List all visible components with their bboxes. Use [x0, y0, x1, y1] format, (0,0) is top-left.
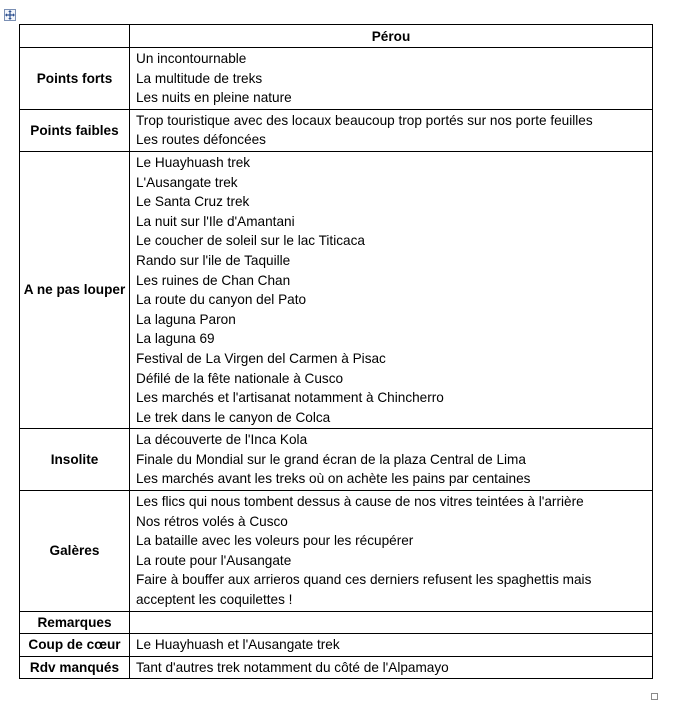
row-label: Rdv manqués: [20, 656, 130, 679]
row-content: [130, 109, 653, 151]
table-resize-handle-icon[interactable]: [651, 693, 658, 700]
table-move-handle-icon[interactable]: [4, 9, 16, 21]
list-item: Trop touristique avec des locaux beaucoup trop portés sur nos porte feuilles: [136, 112, 593, 128]
row-label: Points forts: [20, 48, 130, 110]
list-item: La route pour l'Ausangate: [136, 552, 292, 568]
table-row-galeres: [20, 491, 653, 612]
list-item: Le trek dans le canyon de Colca: [136, 409, 331, 425]
table-header-row: [20, 25, 653, 48]
row-content: [130, 634, 653, 657]
list-item: Festival de La Virgen del Carmen à Pisac: [136, 350, 386, 366]
list-item: Les nuits en pleine nature: [136, 90, 292, 106]
list-item: Le coucher de soleil sur le lac Titicaca: [136, 233, 365, 249]
table-row-rdv-manques: [20, 656, 653, 679]
list-item: Les flics qui nous tombent dessus à cause de nos vitres teintées à l'arrière: [136, 494, 584, 510]
list-item: Les ruines de Chan Chan: [136, 272, 291, 288]
list-item: La laguna Paron: [136, 311, 236, 327]
country-header: Pérou: [130, 25, 653, 48]
list-item: Les marchés avant les treks où on achète les pains par centaines: [136, 471, 531, 487]
list-item: La nuit sur l'Ile d'Amantani: [136, 213, 295, 229]
list-item: La découverte de l'Inca Kola: [136, 432, 308, 448]
row-content: [130, 656, 653, 679]
list-item: Un incontournable: [136, 51, 247, 66]
row-content: [130, 48, 653, 110]
list-item: acceptent les coquilettes !: [136, 592, 293, 608]
list-item: Le Huayhuash et l'Ausangate trek: [136, 637, 340, 653]
row-content: [130, 151, 653, 428]
list-item: Les routes défoncées: [136, 132, 266, 148]
list-item: La route du canyon del Pato: [136, 292, 307, 308]
table-row-points-faibles: [20, 109, 653, 151]
list-item: Faire à bouffer aux arrieros quand ces derniers refusent les spaghettis mais: [136, 572, 592, 588]
row-content: [130, 429, 653, 491]
table-row-insolite: [20, 429, 653, 491]
list-item: La bataille avec les voleurs pour les récupérer: [136, 533, 414, 549]
row-content: [130, 491, 653, 612]
list-item: Nos rétros volés à Cusco: [136, 513, 288, 529]
list-item: Tant d'autres trek notamment du côté de l'Alpamayo: [136, 659, 449, 675]
table-row-a-ne-pas-louper: [20, 151, 653, 428]
list-item: Les marchés et l'artisanat notamment à Chincherro: [136, 390, 444, 406]
table-row-points-forts: [20, 48, 653, 110]
list-item: Défilé de la fête nationale à Cusco: [136, 370, 344, 386]
row-label: Remarques: [20, 611, 130, 634]
list-item: Le Santa Cruz trek: [136, 194, 250, 210]
list-item: L'Ausangate trek: [136, 174, 238, 190]
row-label: Points faibles: [20, 109, 130, 151]
list-item: La multitude de treks: [136, 70, 263, 86]
list-item: La laguna 69: [136, 331, 215, 347]
list-item: Finale du Mondial sur le grand écran de la plaza Central de Lima: [136, 451, 526, 467]
list-item: Rando sur l'ile de Taquille: [136, 252, 291, 268]
row-label: Coup de cœur: [20, 634, 130, 657]
table-body: [20, 48, 653, 679]
list-item: Le Huayhuash trek: [136, 154, 251, 170]
row-label: Galères: [20, 491, 130, 612]
comparison-table: [19, 24, 653, 679]
row-label: A ne pas louper: [20, 151, 130, 428]
row-content: [130, 611, 653, 634]
row-label: Insolite: [20, 429, 130, 491]
header-corner-cell: [20, 25, 130, 48]
table-row-remarques: [20, 611, 653, 634]
table-row-coup-de-coeur: [20, 634, 653, 657]
